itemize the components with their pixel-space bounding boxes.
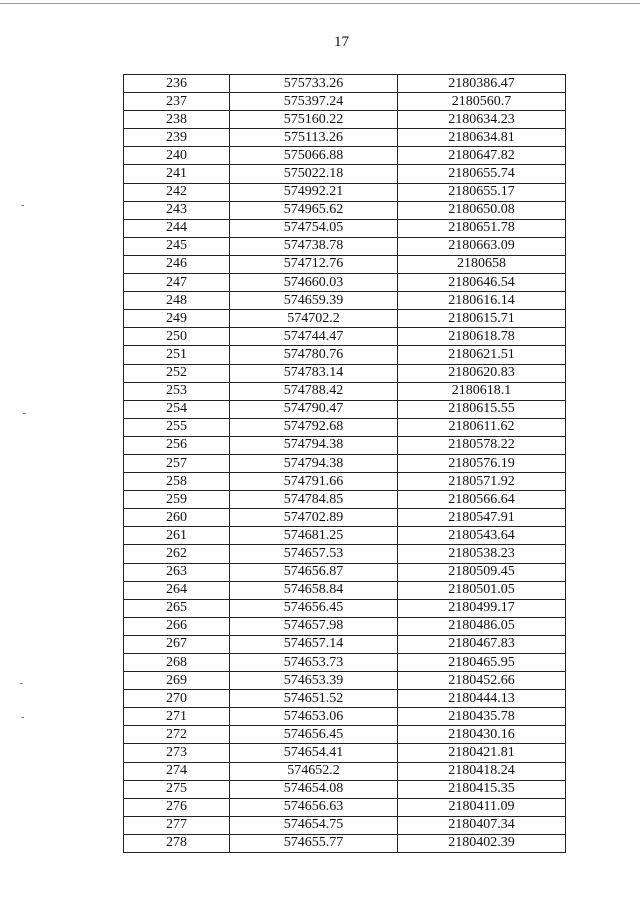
point-number-cell: 275 [124, 780, 230, 798]
table-row [124, 617, 566, 635]
point-number-cell: 273 [124, 744, 230, 762]
point-number-cell: 274 [124, 762, 230, 780]
y-coordinate-cell: 2180655.74 [398, 165, 566, 183]
y-coordinate-cell: 2180576.19 [398, 454, 566, 472]
scan-mark [21, 205, 24, 206]
y-coordinate-cell: 2180501.05 [398, 581, 566, 599]
y-coordinate-cell: 2180634.23 [398, 111, 566, 129]
x-coordinate-cell: 574657.53 [230, 545, 398, 563]
x-coordinate-cell: 574784.85 [230, 491, 398, 509]
y-coordinate-cell: 2180407.34 [398, 816, 566, 834]
table-row [124, 473, 566, 491]
table-row [124, 654, 566, 672]
page-number: 17 [334, 34, 349, 50]
table-row [124, 75, 566, 93]
point-number-cell: 271 [124, 708, 230, 726]
y-coordinate-cell: 2180538.23 [398, 545, 566, 563]
point-number-cell: 259 [124, 491, 230, 509]
point-number-cell: 241 [124, 165, 230, 183]
point-number-cell: 248 [124, 292, 230, 310]
table-row [124, 491, 566, 509]
table-row [124, 382, 566, 400]
y-coordinate-cell: 2180615.71 [398, 310, 566, 328]
y-coordinate-cell: 2180418.24 [398, 762, 566, 780]
point-number-cell: 252 [124, 364, 230, 382]
point-number-cell: 243 [124, 201, 230, 219]
y-coordinate-cell: 2180655.17 [398, 183, 566, 201]
table-row [124, 454, 566, 472]
x-coordinate-cell: 574656.45 [230, 599, 398, 617]
table-row [124, 364, 566, 382]
y-coordinate-cell: 2180634.81 [398, 129, 566, 147]
point-number-cell: 265 [124, 599, 230, 617]
point-number-cell: 246 [124, 255, 230, 273]
x-coordinate-cell: 574660.03 [230, 274, 398, 292]
coordinates-table [123, 74, 566, 853]
y-coordinate-cell: 2180543.64 [398, 527, 566, 545]
point-number-cell: 251 [124, 346, 230, 364]
y-coordinate-cell: 2180465.95 [398, 654, 566, 672]
y-coordinate-cell: 2180618.1 [398, 382, 566, 400]
y-coordinate-cell: 2180658 [398, 255, 566, 273]
x-coordinate-cell: 574653.39 [230, 672, 398, 690]
x-coordinate-cell: 574656.87 [230, 563, 398, 581]
y-coordinate-cell: 2180486.05 [398, 617, 566, 635]
x-coordinate-cell: 574652.2 [230, 762, 398, 780]
x-coordinate-cell: 575733.26 [230, 75, 398, 93]
x-coordinate-cell: 574790.47 [230, 400, 398, 418]
x-coordinate-cell: 574780.76 [230, 346, 398, 364]
point-number-cell: 249 [124, 310, 230, 328]
x-coordinate-cell: 574738.78 [230, 237, 398, 255]
x-coordinate-cell: 574744.47 [230, 328, 398, 346]
y-coordinate-cell: 2180444.13 [398, 690, 566, 708]
scan-mark [20, 683, 23, 684]
y-coordinate-cell: 2180547.91 [398, 509, 566, 527]
point-number-cell: 253 [124, 382, 230, 400]
x-coordinate-cell: 575397.24 [230, 93, 398, 111]
point-number-cell: 256 [124, 436, 230, 454]
y-coordinate-cell: 2180571.92 [398, 473, 566, 491]
x-coordinate-cell: 574656.63 [230, 798, 398, 816]
x-coordinate-cell: 574702.2 [230, 310, 398, 328]
table-row [124, 165, 566, 183]
point-number-cell: 254 [124, 400, 230, 418]
table-row [124, 400, 566, 418]
scan-mark [23, 413, 26, 414]
y-coordinate-cell: 2180435.78 [398, 708, 566, 726]
x-coordinate-cell: 574712.76 [230, 255, 398, 273]
table-row [124, 237, 566, 255]
table-row [124, 672, 566, 690]
y-coordinate-cell: 2180402.39 [398, 834, 566, 852]
point-number-cell: 239 [124, 129, 230, 147]
x-coordinate-cell: 574681.25 [230, 527, 398, 545]
table-row [124, 599, 566, 617]
x-coordinate-cell: 574783.14 [230, 364, 398, 382]
x-coordinate-cell: 574654.08 [230, 780, 398, 798]
table-row [124, 545, 566, 563]
y-coordinate-cell: 2180647.82 [398, 147, 566, 165]
point-number-cell: 244 [124, 219, 230, 237]
x-coordinate-cell: 574792.68 [230, 418, 398, 436]
table-row [124, 581, 566, 599]
x-coordinate-cell: 574754.05 [230, 219, 398, 237]
y-coordinate-cell: 2180386.47 [398, 75, 566, 93]
x-coordinate-cell: 574965.62 [230, 201, 398, 219]
table-row [124, 527, 566, 545]
table-row [124, 346, 566, 364]
table-row [124, 418, 566, 436]
y-coordinate-cell: 2180611.62 [398, 418, 566, 436]
x-coordinate-cell: 574655.77 [230, 834, 398, 852]
table-row [124, 147, 566, 165]
point-number-cell: 245 [124, 237, 230, 255]
y-coordinate-cell: 2180615.55 [398, 400, 566, 418]
y-coordinate-cell: 2180620.83 [398, 364, 566, 382]
table-row [124, 219, 566, 237]
y-coordinate-cell: 2180499.17 [398, 599, 566, 617]
y-coordinate-cell: 2180650.08 [398, 201, 566, 219]
point-number-cell: 276 [124, 798, 230, 816]
y-coordinate-cell: 2180663.09 [398, 237, 566, 255]
point-number-cell: 250 [124, 328, 230, 346]
x-coordinate-cell: 575022.18 [230, 165, 398, 183]
x-coordinate-cell: 574656.45 [230, 726, 398, 744]
x-coordinate-cell: 574653.73 [230, 654, 398, 672]
scan-mark [21, 717, 24, 718]
x-coordinate-cell: 574992.21 [230, 183, 398, 201]
point-number-cell: 277 [124, 816, 230, 834]
point-number-cell: 257 [124, 454, 230, 472]
table-row [124, 255, 566, 273]
x-coordinate-cell: 574702.89 [230, 509, 398, 527]
table-row [124, 798, 566, 816]
y-coordinate-cell: 2180467.83 [398, 635, 566, 653]
point-number-cell: 278 [124, 834, 230, 852]
point-number-cell: 266 [124, 617, 230, 635]
point-number-cell: 237 [124, 93, 230, 111]
x-coordinate-cell: 574794.38 [230, 454, 398, 472]
point-number-cell: 247 [124, 274, 230, 292]
y-coordinate-cell: 2180621.51 [398, 346, 566, 364]
coordinates-table-body [124, 75, 566, 853]
y-coordinate-cell: 2180452.66 [398, 672, 566, 690]
x-coordinate-cell: 575160.22 [230, 111, 398, 129]
table-row [124, 111, 566, 129]
table-row [124, 274, 566, 292]
point-number-cell: 262 [124, 545, 230, 563]
x-coordinate-cell: 574651.52 [230, 690, 398, 708]
y-coordinate-cell: 2180421.81 [398, 744, 566, 762]
x-coordinate-cell: 575066.88 [230, 147, 398, 165]
point-number-cell: 270 [124, 690, 230, 708]
table-row [124, 834, 566, 852]
x-coordinate-cell: 575113.26 [230, 129, 398, 147]
table-row [124, 726, 566, 744]
point-number-cell: 255 [124, 418, 230, 436]
y-coordinate-cell: 2180430.16 [398, 726, 566, 744]
point-number-cell: 260 [124, 509, 230, 527]
point-number-cell: 238 [124, 111, 230, 129]
y-coordinate-cell: 2180651.78 [398, 219, 566, 237]
table-row [124, 509, 566, 527]
point-number-cell: 268 [124, 654, 230, 672]
table-row [124, 762, 566, 780]
x-coordinate-cell: 574654.41 [230, 744, 398, 762]
table-row [124, 93, 566, 111]
table-row [124, 635, 566, 653]
point-number-cell: 264 [124, 581, 230, 599]
y-coordinate-cell: 2180560.7 [398, 93, 566, 111]
x-coordinate-cell: 574788.42 [230, 382, 398, 400]
x-coordinate-cell: 574791.66 [230, 473, 398, 491]
y-coordinate-cell: 2180566.64 [398, 491, 566, 509]
point-number-cell: 263 [124, 563, 230, 581]
point-number-cell: 242 [124, 183, 230, 201]
table-row [124, 129, 566, 147]
y-coordinate-cell: 2180578.22 [398, 436, 566, 454]
x-coordinate-cell: 574794.38 [230, 436, 398, 454]
table-row [124, 310, 566, 328]
x-coordinate-cell: 574654.75 [230, 816, 398, 834]
x-coordinate-cell: 574657.14 [230, 635, 398, 653]
point-number-cell: 267 [124, 635, 230, 653]
table-row [124, 328, 566, 346]
table-row [124, 183, 566, 201]
x-coordinate-cell: 574653.06 [230, 708, 398, 726]
table-row [124, 708, 566, 726]
y-coordinate-cell: 2180618.78 [398, 328, 566, 346]
top-rule [0, 3, 640, 4]
table-row [124, 563, 566, 581]
y-coordinate-cell: 2180411.09 [398, 798, 566, 816]
table-row [124, 816, 566, 834]
x-coordinate-cell: 574659.39 [230, 292, 398, 310]
y-coordinate-cell: 2180509.45 [398, 563, 566, 581]
y-coordinate-cell: 2180616.14 [398, 292, 566, 310]
table-row [124, 744, 566, 762]
point-number-cell: 272 [124, 726, 230, 744]
table-row [124, 292, 566, 310]
point-number-cell: 269 [124, 672, 230, 690]
x-coordinate-cell: 574657.98 [230, 617, 398, 635]
table-row [124, 201, 566, 219]
table-row [124, 436, 566, 454]
point-number-cell: 261 [124, 527, 230, 545]
x-coordinate-cell: 574658.84 [230, 581, 398, 599]
table-row [124, 780, 566, 798]
table-row [124, 690, 566, 708]
point-number-cell: 236 [124, 75, 230, 93]
y-coordinate-cell: 2180646.54 [398, 274, 566, 292]
y-coordinate-cell: 2180415.35 [398, 780, 566, 798]
point-number-cell: 258 [124, 473, 230, 491]
point-number-cell: 240 [124, 147, 230, 165]
